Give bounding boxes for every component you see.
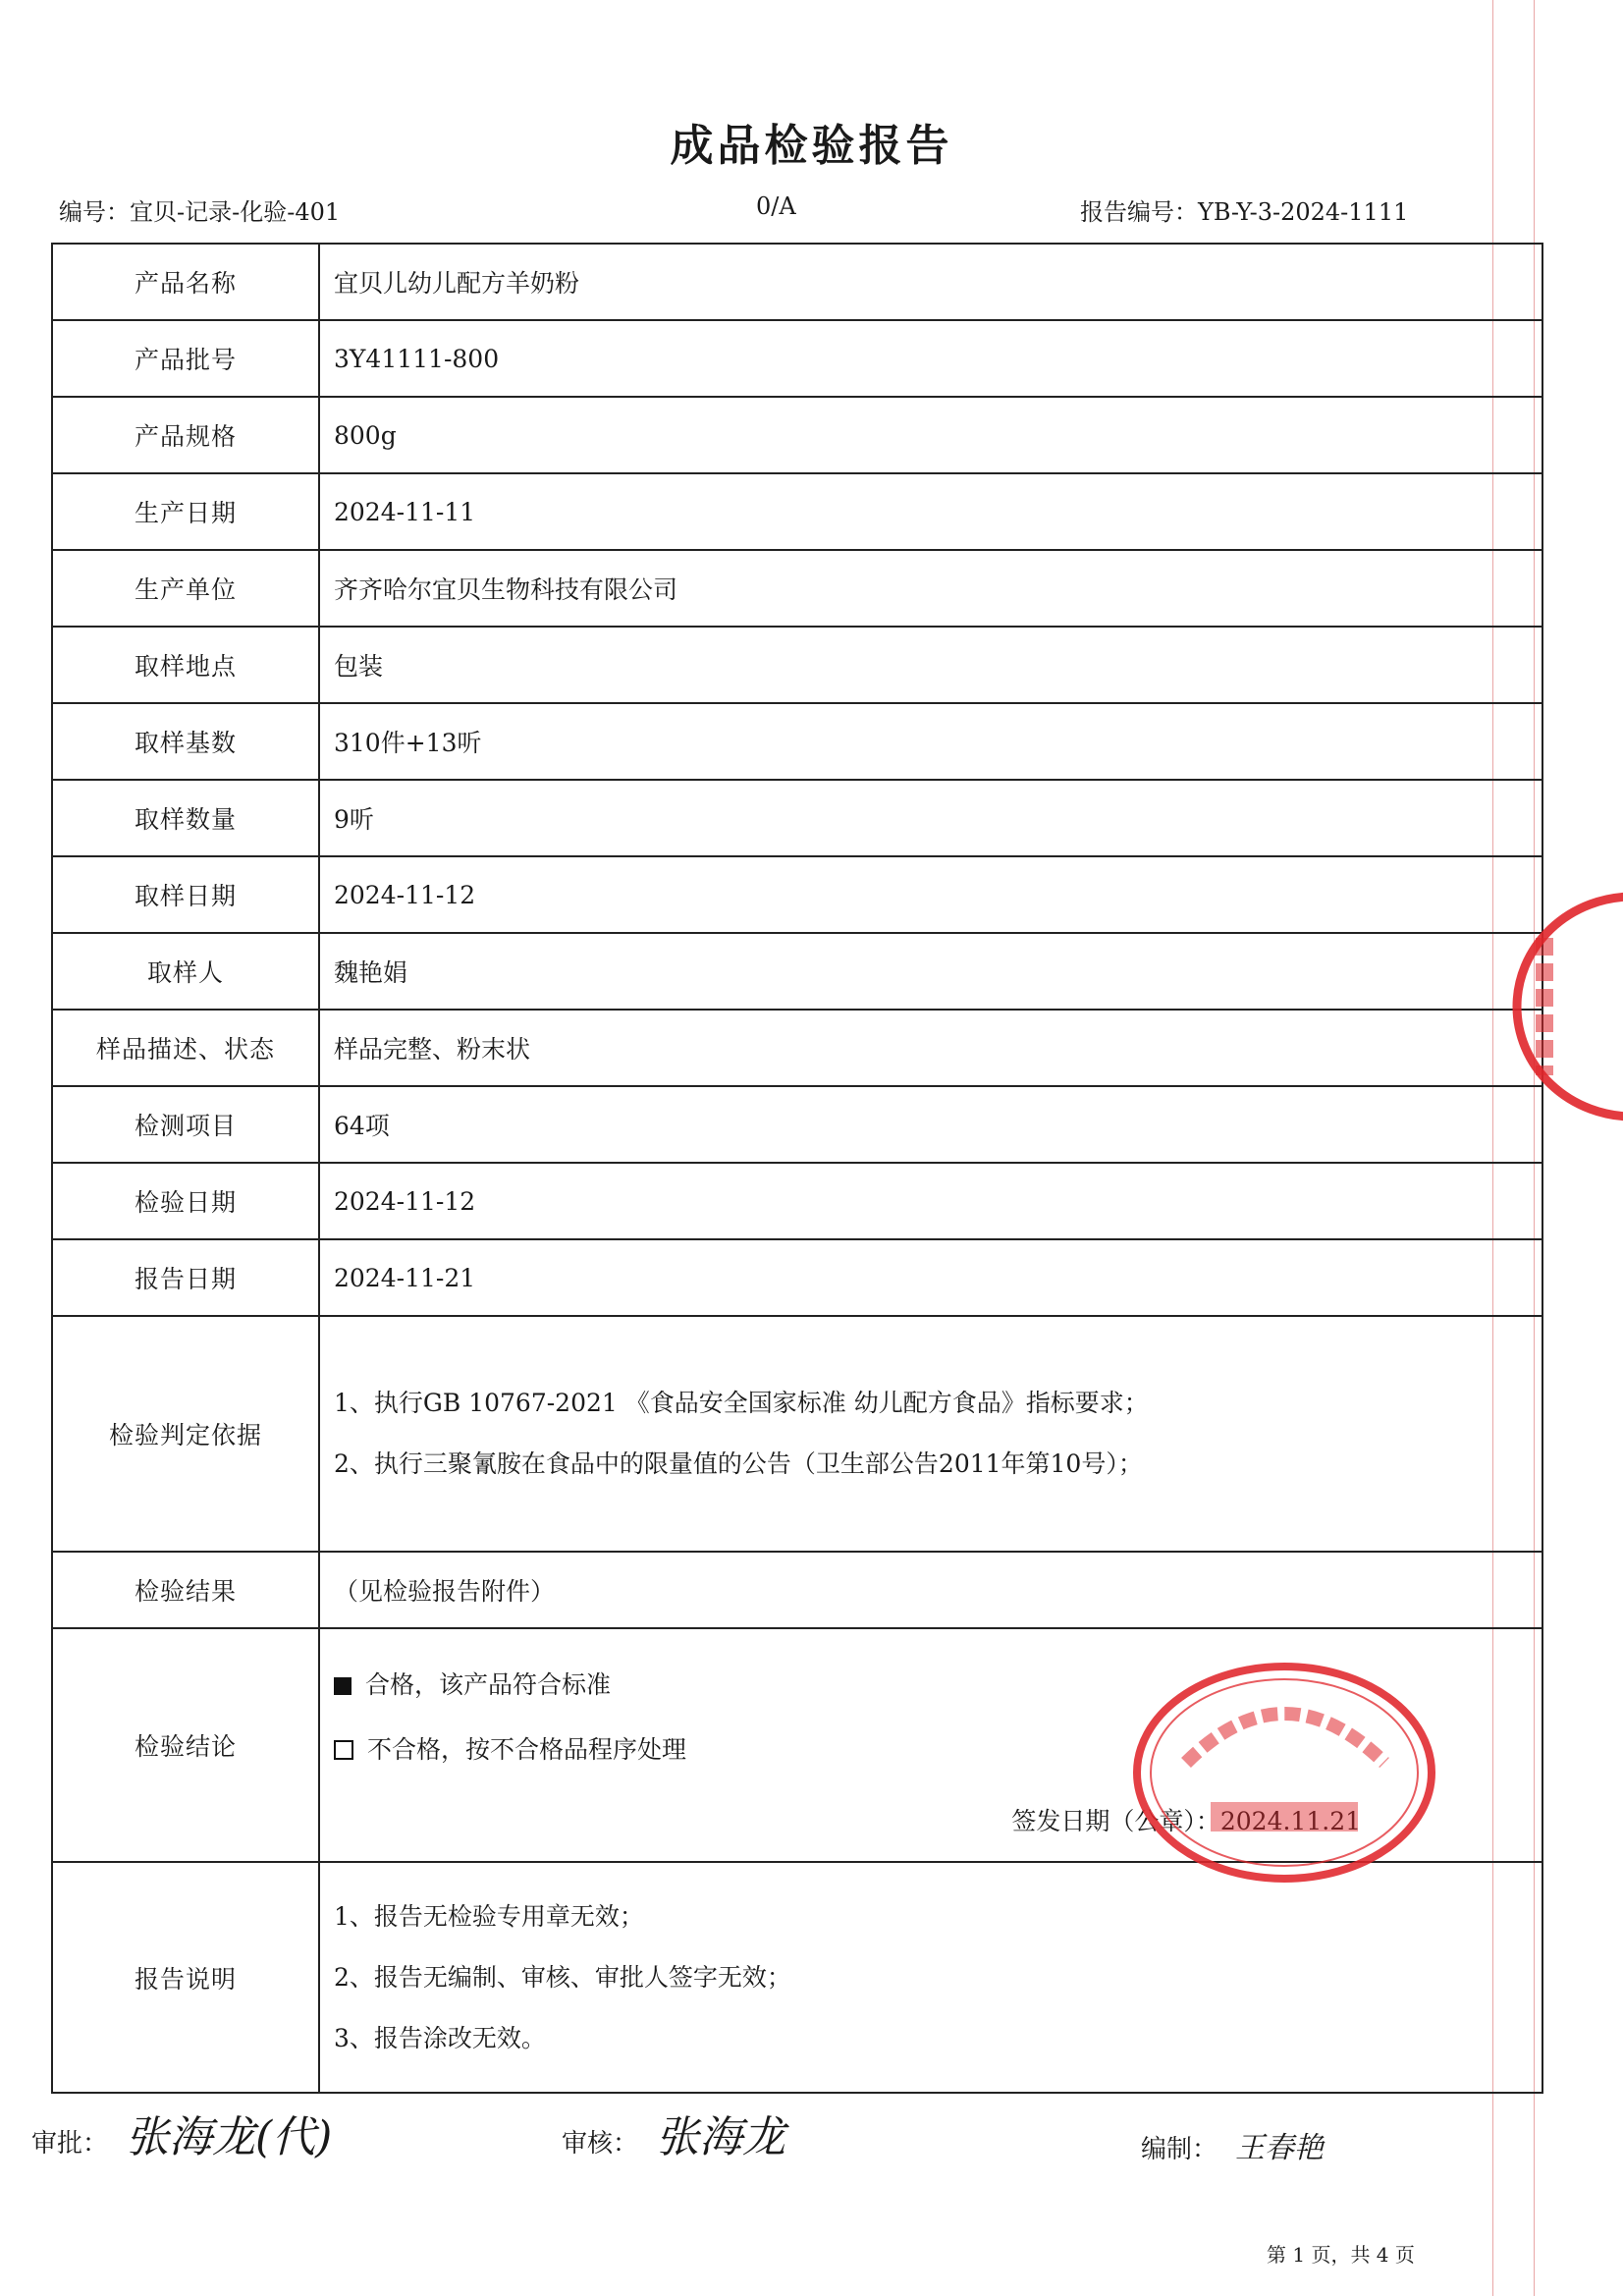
company-seal-stamp xyxy=(1127,1655,1441,1890)
row-value: 宜贝儿幼儿配方羊奶粉 xyxy=(319,244,1542,320)
table-row xyxy=(52,627,1542,703)
row-value: 2024-11-12 xyxy=(319,1163,1542,1239)
table-row xyxy=(52,1086,1542,1163)
row-value: 9听 xyxy=(319,780,1542,856)
row-value: 3Y41111-800 xyxy=(319,320,1542,397)
approve-signature xyxy=(31,2102,332,2164)
row-value: 310件+13听 xyxy=(319,703,1542,780)
row-label: 产品名称 xyxy=(52,244,319,320)
row-label: 取样人 xyxy=(52,933,319,1010)
prepare-signature-text: 王春艳 xyxy=(1235,2131,1325,2165)
note-line: 3、报告涂改无效。 xyxy=(334,2023,546,2052)
row-label: 样品描述、状态 xyxy=(52,1010,319,1086)
table-row xyxy=(52,550,1542,627)
approve-signature-text: 张海龙(代) xyxy=(126,2112,333,2162)
approve-label: 审批： xyxy=(31,2129,109,2159)
report-number: 报告编号：YB-Y-3-2024-1111 xyxy=(1080,198,1409,226)
table-row xyxy=(52,1163,1542,1239)
review-label: 审核： xyxy=(562,2129,639,2159)
table-row xyxy=(52,780,1542,856)
conclusion-label: 检验结论 xyxy=(52,1628,319,1862)
basis-label: 检验判定依据 xyxy=(52,1316,319,1552)
row-value: 64项 xyxy=(319,1086,1542,1163)
version-label: 0/A xyxy=(756,192,796,220)
page-title: 成品检验报告 xyxy=(670,121,953,171)
basis-content xyxy=(319,1316,1542,1552)
row-label: 产品批号 xyxy=(52,320,319,397)
table-row xyxy=(52,856,1542,933)
row-value: 样品完整、粉末状 xyxy=(319,1010,1542,1086)
table-row xyxy=(52,320,1542,397)
notes-row xyxy=(52,1862,1542,2093)
basis-line: 2、执行三聚氰胺在食品中的限量值的公告（卫生部公告2011年第10号）； xyxy=(334,1449,1143,1478)
edge-seal-stamp xyxy=(1505,879,1623,1134)
table-row xyxy=(52,1010,1542,1086)
page-footer: 第 1 页，共 4 页 xyxy=(1267,2243,1415,2267)
unchecked-box-icon xyxy=(334,1740,353,1760)
row-value: 2024-11-21 xyxy=(319,1239,1542,1316)
basis-line: 1、执行GB 10767-2021 《食品安全国家标准 幼儿配方食品》指标要求； xyxy=(334,1389,1149,1417)
row-label: 取样数量 xyxy=(52,780,319,856)
row-label: 取样日期 xyxy=(52,856,319,933)
table-row xyxy=(52,1239,1542,1316)
row-value: 2024-11-11 xyxy=(319,473,1542,550)
result-value: （见检验报告附件） xyxy=(319,1552,1542,1628)
notes-label: 报告说明 xyxy=(52,1862,319,2093)
issue-date: 签发日期（公章）：2024.11.21 xyxy=(1011,1807,1361,1835)
notes-content xyxy=(319,1862,1542,2093)
result-label: 检验结果 xyxy=(52,1552,319,1628)
row-label: 生产日期 xyxy=(52,473,319,550)
prepare-signature xyxy=(1141,2123,1324,2166)
review-signature-text: 张海龙 xyxy=(656,2112,786,2162)
table-row xyxy=(52,397,1542,473)
pass-text: 合格，该产品符合标准 xyxy=(365,1670,612,1699)
basis-row xyxy=(52,1316,1542,1552)
row-value: 包装 xyxy=(319,627,1542,703)
checked-box-icon xyxy=(334,1677,352,1695)
table-row xyxy=(52,244,1542,320)
row-label: 取样基数 xyxy=(52,703,319,780)
row-value: 2024-11-12 xyxy=(319,856,1542,933)
fail-text: 不合格，按不合格品程序处理 xyxy=(367,1735,687,1764)
row-label: 产品规格 xyxy=(52,397,319,473)
row-label: 检测项目 xyxy=(52,1086,319,1163)
table-row xyxy=(52,703,1542,780)
row-label: 检验日期 xyxy=(52,1163,319,1239)
row-value: 齐齐哈尔宜贝生物科技有限公司 xyxy=(319,550,1542,627)
row-label: 生产单位 xyxy=(52,550,319,627)
table-row xyxy=(52,933,1542,1010)
row-label: 取样地点 xyxy=(52,627,319,703)
note-line: 2、报告无编制、审核、审批人签字无效； xyxy=(334,1962,791,1992)
prepare-label: 编制： xyxy=(1141,2135,1218,2164)
table-row xyxy=(52,473,1542,550)
row-value: 800g xyxy=(319,397,1542,473)
row-label: 报告日期 xyxy=(52,1239,319,1316)
result-row xyxy=(52,1552,1542,1628)
note-line: 1、报告无检验专用章无效； xyxy=(334,1901,644,1931)
document-number: 编号：宜贝-记录-化验-401 xyxy=(59,198,341,226)
row-value: 魏艳娟 xyxy=(319,933,1542,1010)
review-signature xyxy=(562,2102,785,2164)
